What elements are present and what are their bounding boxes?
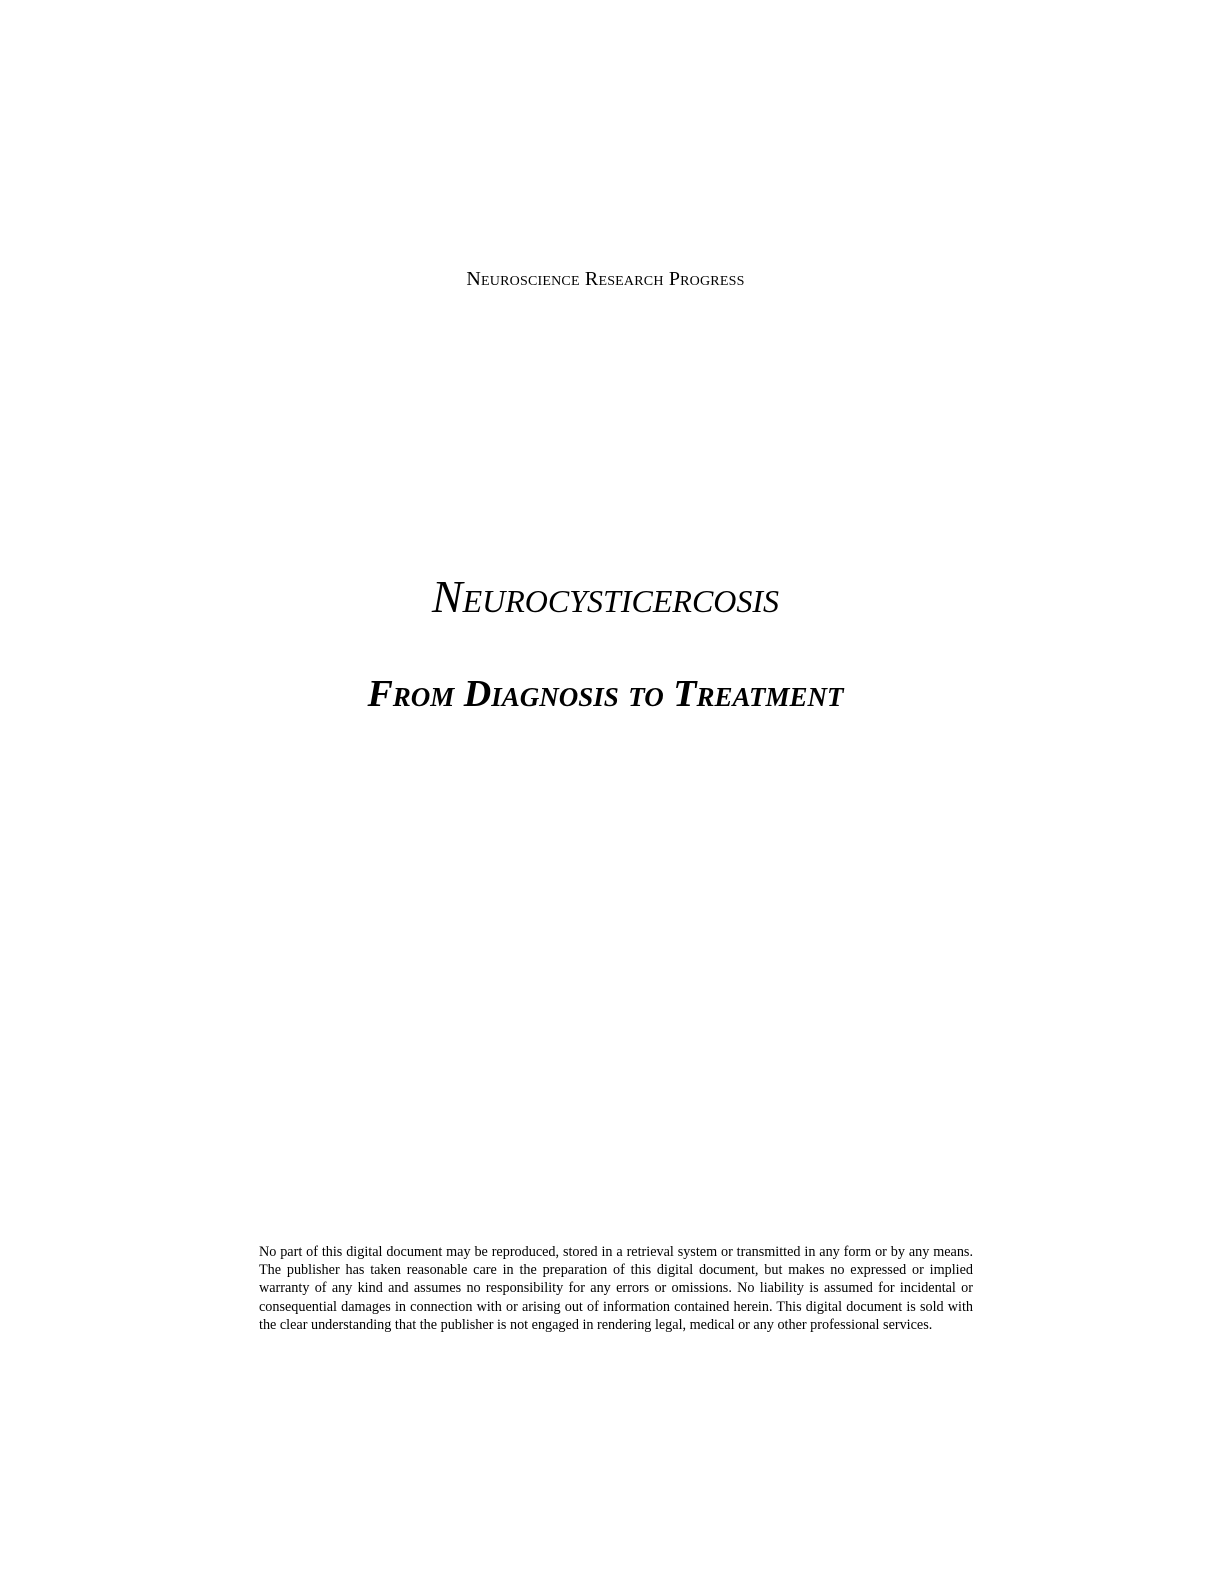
book-title: Neurocysticercosis — [431, 571, 780, 622]
series-title: Neuroscience Research Progress — [466, 268, 745, 290]
book-subtitle: From Diagnosis to Treatment — [367, 673, 844, 715]
copyright-disclaimer: No part of this digital document may be reproduced, stored in a retrieval system or transmitted in any form or by any means. The publisher has taken reasonable care in the preparation of this digital document, but makes no expressed or implied warranty of any kind and assumes no responsibility for any errors or omissions. No liability is assumed for incidental or consequential damages in connection with or arising out of information contained herein. This digital document is sold with the clear understanding that the publisher is not engaged in rendering legal, medical or any other professional services. — [259, 1244, 973, 1333]
